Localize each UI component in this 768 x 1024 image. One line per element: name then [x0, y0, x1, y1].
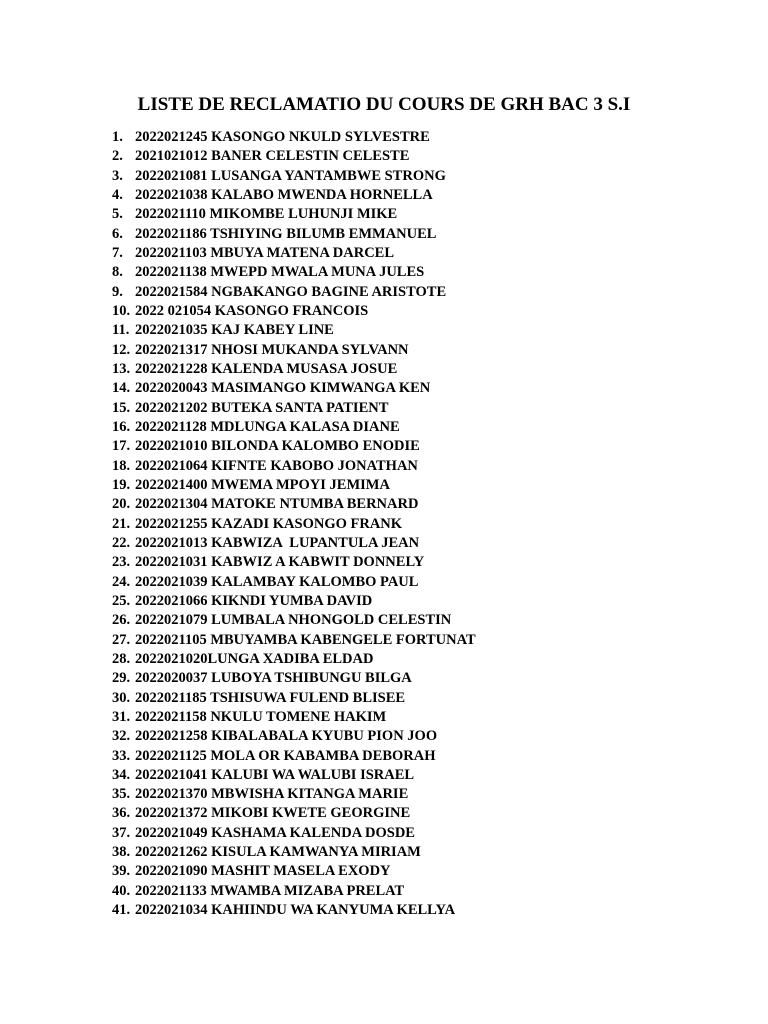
list-item-number: 34.	[112, 766, 131, 783]
list-item-text: 2021021012 BANER CELESTIN CELESTE	[135, 148, 410, 165]
list-item-text: 2022021245 KASONGO NKULD SYLVESTRE	[135, 129, 430, 145]
list-item-number: 3.	[112, 167, 123, 184]
list-item-text: 2022021372 MIKOBI KWETE GEORGINE	[135, 805, 411, 822]
list-item-number: 35.	[112, 786, 131, 803]
list-item-text: 2022021041 KALUBI WA WALUBI ISRAEL	[135, 766, 415, 783]
list-item-text: 2022021035 KAJ KABEY LINE	[135, 322, 334, 339]
list-item	[112, 437, 476, 456]
list-item	[112, 727, 476, 746]
list-item-number: 36.	[112, 805, 131, 822]
list-item	[112, 321, 476, 340]
list-item-text: 2022021020LUNGA XADIBA ELDAD	[135, 650, 374, 667]
list-item-number: 41.	[112, 902, 131, 919]
list-item-text: 2022021034 KAHIINDU WA KANYUMA KELLYA	[135, 902, 456, 919]
page-title: LISTE DE RECLAMATIO DU COURS DE GRH BAC 3 S.I	[137, 94, 631, 115]
list-item	[112, 244, 476, 263]
list-item-text: 2022021304 MATOKE NTUMBA BERNARD	[135, 496, 419, 513]
list-item-text: 2022021185 TSHISUWA FULEND BLISEE	[135, 689, 406, 706]
list-item	[112, 341, 476, 360]
list-item	[112, 205, 476, 224]
list-item	[112, 283, 476, 302]
list-item-number: 18.	[112, 457, 131, 474]
list-item-number: 2.	[112, 148, 123, 165]
list-item-text: 2022021031 KABWIZ A KABWIT DONNELY	[135, 554, 425, 571]
list-item-number: 22.	[112, 534, 131, 551]
list-item-text: 2022021039 KALAMBAY KALOMBO PAUL	[135, 573, 419, 590]
list-item-number: 24.	[112, 573, 131, 590]
list-item-number: 25.	[112, 592, 131, 609]
list-item	[112, 708, 476, 727]
list-item-text: 2022021066 KIKNDI YUMBA DAVID	[135, 592, 373, 609]
list-item	[112, 592, 476, 611]
list-item-number: 9.	[112, 283, 123, 300]
list-item	[112, 418, 476, 437]
list-item-text: 2022021400 MWEMA MPOYI JEMIMA	[135, 476, 390, 493]
list-item-number: 10.	[112, 302, 131, 319]
list-item-text: 2022021138 MWEPD MWALA MUNA JULES	[135, 264, 425, 281]
list-item-number: 40.	[112, 882, 131, 899]
list-item-text: 2022021255 KAZADI KASONGO FRANK	[135, 515, 403, 532]
list-item-text: 2022021370 MBWISHA KITANGA MARIE	[135, 786, 409, 803]
list-item-number: 29.	[112, 670, 131, 687]
list-item	[112, 495, 476, 514]
list-item-text: 2022021186 TSHIYING BILUMB EMMANUEL	[135, 225, 437, 242]
list-item-text: 2022020037 LUBOYA TSHIBUNGU BILGA	[135, 670, 412, 687]
list-item-number: 1.	[112, 129, 123, 145]
list-item-text: 2022021013 KABWIZA LUPANTULA JEAN	[135, 534, 420, 551]
list-item	[112, 804, 476, 823]
list-item-number: 38.	[112, 844, 131, 861]
list-item	[112, 553, 476, 572]
list-item-text: 2022021258 KIBALABALA KYUBU PION JOO	[135, 728, 438, 745]
list-item	[112, 147, 476, 166]
student-list	[112, 128, 476, 920]
list-item-text: 2022021090 MASHIT MASELA EXODY	[135, 863, 391, 880]
list-item	[112, 785, 476, 804]
list-item	[112, 843, 476, 862]
list-item-number: 26.	[112, 612, 131, 629]
list-item	[112, 882, 476, 901]
list-item-text: 2022021125 MOLA OR KABAMBA DEBORAH	[135, 747, 436, 764]
list-item-number: 16.	[112, 418, 131, 435]
list-item-number: 13.	[112, 360, 131, 377]
list-item	[112, 186, 476, 205]
list-item-text: 2022021128 MDLUNGA KALASA DIANE	[135, 418, 400, 435]
list-item-text: 2022021110 MIKOMBE LUHUNJI MIKE	[135, 206, 398, 223]
list-item-text: 2022021202 BUTEKA SANTA PATIENT	[135, 399, 389, 416]
list-item-number: 31.	[112, 708, 131, 725]
list-item-number: 30.	[112, 689, 131, 706]
list-item-number: 28.	[112, 650, 131, 667]
list-item-text: 2022021105 MBUYAMBA KABENGELE FORTUNAT	[135, 631, 476, 648]
list-item	[112, 457, 476, 476]
list-item-number: 21.	[112, 515, 131, 532]
list-item-text: 2022021049 KASHAMA KALENDA DOSDE	[135, 824, 415, 841]
list-item-text: 2022021038 KALABO MWENDA HORNELLA	[135, 186, 433, 203]
list-item-number: 14.	[112, 380, 131, 397]
list-item-number: 5.	[112, 206, 123, 223]
list-item-text: 2022021064 KIFNTE KABOBO JONATHAN	[135, 457, 418, 474]
list-item	[112, 747, 476, 766]
list-item-number: 19.	[112, 476, 131, 493]
list-item	[112, 167, 476, 186]
list-item-number: 32.	[112, 728, 131, 745]
list-item-text: 2022021079 LUMBALA NHONGOLD CELESTIN	[135, 612, 452, 629]
list-item-number: 6.	[112, 225, 123, 242]
list-item	[112, 766, 476, 785]
list-item	[112, 399, 476, 418]
list-item-text: 2022021584 NGBAKANGO BAGINE ARISTOTE	[135, 283, 447, 300]
list-item	[112, 302, 476, 321]
list-item	[112, 862, 476, 881]
list-item-number: 27.	[112, 631, 131, 648]
list-item-number: 7.	[112, 244, 123, 261]
list-item-text: 2022021317 NHOSI MUKANDA SYLVANN	[135, 341, 409, 358]
list-item-number: 37.	[112, 824, 131, 841]
list-item	[112, 476, 476, 495]
list-item	[112, 669, 476, 688]
list-item-text: 2022021010 BILONDA KALOMBO ENODIE	[135, 438, 420, 455]
list-item	[112, 611, 476, 630]
list-item-text: 2022 021054 KASONGO FRANCOIS	[135, 302, 369, 319]
list-item-number: 20.	[112, 496, 131, 513]
list-item	[112, 360, 476, 379]
list-item-number: 33.	[112, 747, 131, 764]
list-item	[112, 263, 476, 282]
list-item	[112, 573, 476, 592]
list-item-number: 15.	[112, 399, 131, 416]
list-item-number: 12.	[112, 341, 131, 358]
list-item-text: 2022021081 LUSANGA YANTAMBWE STRONG	[135, 167, 446, 184]
list-item	[112, 901, 476, 920]
list-item	[112, 128, 476, 147]
list-item	[112, 515, 476, 534]
list-item	[112, 689, 476, 708]
list-item-number: 39.	[112, 863, 131, 880]
list-item-number: 17.	[112, 438, 131, 455]
list-item-text: 2022021262 KISULA KAMWANYA MIRIAM	[135, 844, 421, 861]
list-item-number: 23.	[112, 554, 131, 571]
list-item-number: 8.	[112, 264, 123, 281]
list-item-text: 2022021158 NKULU TOMENE HAKIM	[135, 708, 387, 725]
list-item-number: 11.	[112, 322, 130, 339]
list-item-number: 4.	[112, 186, 123, 203]
list-item-text: 2022020043 MASIMANGO KIMWANGA KEN	[135, 380, 431, 397]
list-item	[112, 631, 476, 650]
list-item	[112, 824, 476, 843]
list-item-text: 2022021103 MBUYA MATENA DARCEL	[135, 244, 395, 261]
list-item	[112, 534, 476, 553]
list-item-text: 2022021133 MWAMBA MIZABA PRELAT	[135, 882, 405, 899]
list-item	[112, 650, 476, 669]
list-item-text: 2022021228 KALENDA MUSASA JOSUE	[135, 360, 398, 377]
list-item	[112, 379, 476, 398]
list-item	[112, 225, 476, 244]
